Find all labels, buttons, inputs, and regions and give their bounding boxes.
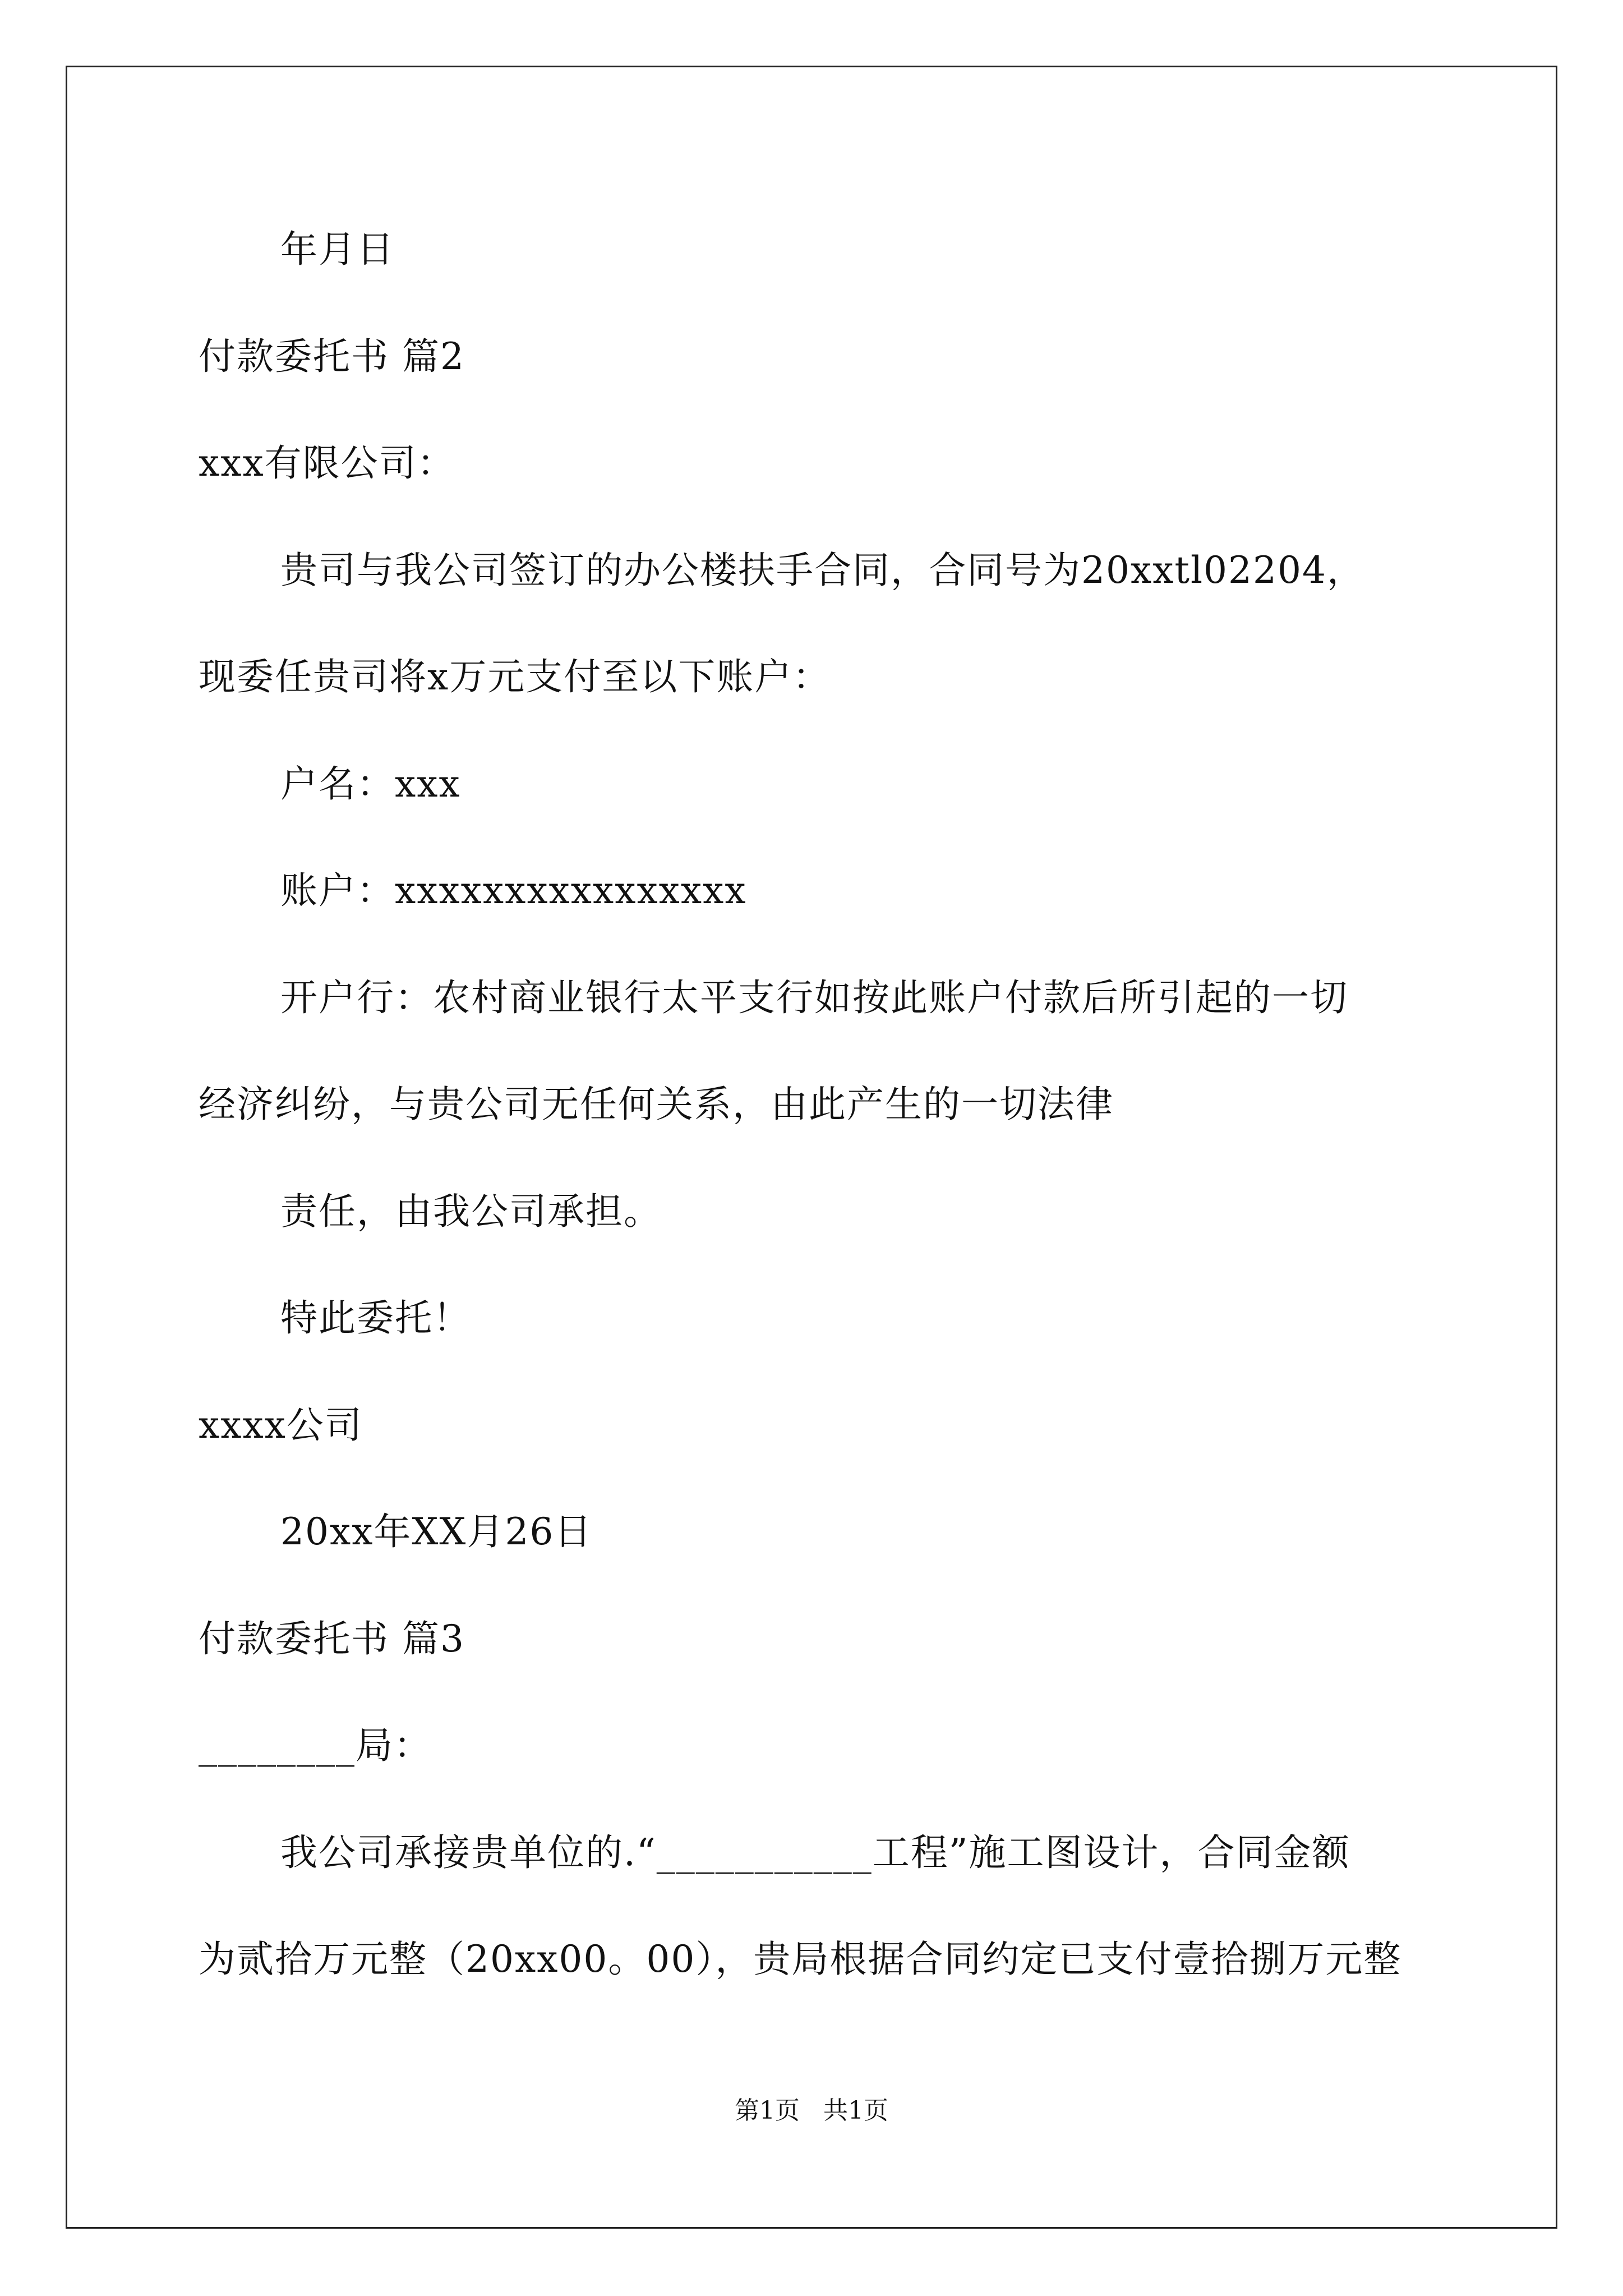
body-paragraph-line: 贵司与我公司签订的办公楼扶手合同，合同号为20xxtl02204， [280, 549, 1366, 592]
signature-date: 20xx年XX月26日 [280, 1510, 593, 1553]
body-paragraph-line: 责任，由我公司承担。 [280, 1190, 662, 1233]
addressee-line: xxx有限公司： [199, 441, 455, 485]
section-heading-3: 付款委托书 篇3 [199, 1617, 465, 1660]
addressee-line: ________局： [199, 1724, 432, 1767]
body-paragraph-line: 经济纠纷，与贵公司无任何关系，由此产生的一切法律 [199, 1083, 1114, 1126]
account-number-line: 账户：xxxxxxxxxxxxxxxx [280, 869, 747, 912]
body-paragraph-line: 现委任贵司将x万元支付至以下账户： [199, 655, 831, 698]
page-footer: 第1页 共1页 [735, 2096, 888, 2125]
bank-line: 开户行：农村商业银行太平支行如按此账户付款后所引起的一切 [280, 976, 1348, 1019]
section-heading-2: 付款委托书 篇2 [199, 335, 465, 378]
body-paragraph-line: 为贰拾万元整（20xx00。00），贵局根据合同约定已支付壹拾捌万元整 [199, 1938, 1402, 1981]
closing-line: 特此委托！ [280, 1296, 471, 1340]
body-paragraph-line: 我公司承接贵单位的.“___________工程”施工图设计，合同金额 [280, 1831, 1350, 1874]
page-border [66, 66, 1557, 2229]
date-placeholder-line: 年月日 [280, 228, 395, 271]
signature-company: xxxx公司 [199, 1404, 363, 1447]
account-name-line: 户名：xxx [280, 762, 461, 806]
